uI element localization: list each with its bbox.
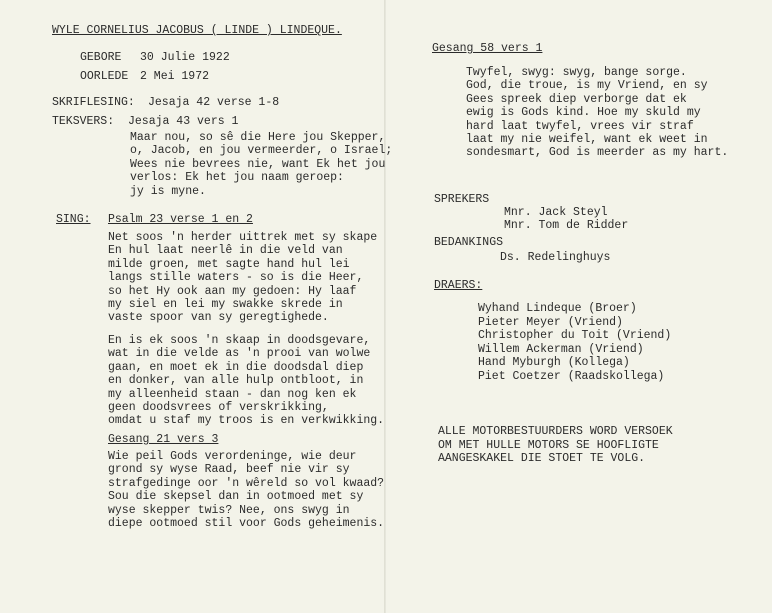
- text-verse-line: Wees nie bevrees nie, want Ek het jou: [130, 157, 386, 171]
- hymn-line: sondesmart, God is meerder as my hart.: [466, 146, 729, 160]
- psalm-line: geen doodsvrees of verskrikking,: [108, 401, 329, 415]
- reading-label: SKRIFLESING:: [52, 96, 135, 109]
- psalm-stanza-1: [108, 231, 377, 325]
- hymn-21-title: Gesang 21 vers 3: [108, 433, 219, 446]
- text-verse: [130, 131, 392, 198]
- psalm-line: milde groen, met sagte hand hul lei: [108, 257, 350, 271]
- died-label: OORLEDE: [80, 70, 129, 83]
- text-verse-line: o, Jacob, en jou vermeerder, o Israel;: [130, 144, 393, 158]
- psalm-line: Net soos 'n herder uittrek met sy skape: [108, 231, 378, 244]
- page-fold: [384, 0, 386, 613]
- psalm-line: langs stille waters - so is die Heer,: [108, 271, 364, 285]
- bearer-name: Wyhand Lindeque (Broer): [478, 302, 637, 315]
- psalm-line: en donker, van alle hulp ontbloot, in: [108, 374, 364, 388]
- bearers-list: [478, 302, 671, 384]
- hymn-line: diepe ootmoed stil voor Gods geheimenis.: [108, 517, 385, 531]
- bearers-label: DRAERS:: [434, 279, 483, 292]
- bearer-name: Hand Myburgh (Kollega): [478, 356, 630, 370]
- speakers-label: SPREKERS: [434, 193, 490, 206]
- text-reference: Jesaja 43 vers 1: [128, 115, 239, 128]
- born-label: GEBORE: [80, 51, 122, 64]
- sing-label: SING:: [56, 213, 91, 226]
- born-date: 30 Julie 1922: [140, 51, 230, 64]
- text-verse-line: verlos: Ek het jou naam geroep:: [130, 171, 344, 185]
- hymn-line: strafgedinge oor 'n wêreld so vol kwaad?: [108, 476, 385, 490]
- hymn-line: ewig is Gods kind. Hoe my skuld my: [466, 106, 701, 120]
- psalm-line: En hul laat neerlê in die veld van: [108, 244, 343, 258]
- bearer-name: Pieter Meyer (Vriend): [478, 315, 623, 329]
- hymn-line: Twyfel, swyg: swyg, bange sorge.: [466, 66, 687, 79]
- notice-line: ALLE MOTORBESTUURDERS WORD VERSOEK: [438, 425, 673, 438]
- thanks-name: Ds. Redelinghuys: [500, 251, 611, 264]
- bearer-name: Piet Coetzer (Raadskollega): [478, 369, 665, 383]
- psalm-line: my alleenheid staan - dan nog ken ek: [108, 387, 357, 401]
- hymn-line: laat my nie weifel, want ek weet in: [466, 133, 708, 147]
- text-verse-line: jy is myne.: [130, 184, 206, 198]
- psalm-title: Psalm 23 verse 1 en 2: [108, 213, 253, 226]
- hymn-line: hard laat twyfel, vrees vir straf: [466, 119, 694, 133]
- hymn-21-verse: [108, 450, 384, 530]
- reading-reference: Jesaja 42 verse 1-8: [148, 96, 280, 109]
- text-label: TEKSVERS:: [52, 115, 115, 128]
- speaker-name: Mnr. Tom de Ridder: [504, 219, 629, 232]
- hymn-line: Gees spreek diep verborge dat ek: [466, 92, 687, 106]
- hymn-line: Sou die skepsel dan in ootmoed met sy: [108, 490, 364, 504]
- psalm-line: omdat u staf my troos is en verkwikking.: [108, 414, 385, 428]
- bearer-name: Christopher du Toit (Vriend): [478, 329, 672, 343]
- hymn-58-title: Gesang 58 vers 1: [432, 42, 543, 55]
- psalm-stanza-2: [108, 334, 384, 428]
- hymn-line: God, die troue, is my Vriend, en sy: [466, 79, 708, 93]
- drivers-notice: [438, 425, 673, 466]
- thanks-label: BEDANKINGS: [434, 236, 504, 249]
- psalm-line: vaste spoor van sy geregtighede.: [108, 311, 329, 325]
- psalm-line: my siel en lei my swakke skrede in: [108, 298, 343, 312]
- deceased-title: WYLE CORNELIUS JACOBUS ( LINDE ) LINDEQUE.: [52, 24, 342, 37]
- psalm-line: gaan, en moet ek in die doodsdal diep: [108, 360, 364, 374]
- psalm-line: wat in die velde as 'n prooi van wolwe: [108, 347, 371, 361]
- hymn-58-verse: [466, 66, 728, 160]
- psalm-line: En is ek soos 'n skaap in doodsgevare,: [108, 334, 371, 347]
- notice-line: AANGESKAKEL DIE STOET TE VOLG.: [438, 452, 646, 466]
- hymn-line: wyse skepper twis? Nee, ons swyg in: [108, 503, 350, 517]
- speaker-name: Mnr. Jack Steyl: [504, 206, 608, 219]
- text-verse-line: Maar nou, so sê die Here jou Skepper,: [130, 131, 386, 144]
- psalm-line: so het Hy ook aan my gedoen: Hy laaf: [108, 284, 357, 298]
- bearer-name: Willem Ackerman (Vriend): [478, 342, 644, 356]
- notice-line: OM MET HULLE MOTORS SE HOOFLIGTE: [438, 438, 659, 452]
- hymn-line: Wie peil Gods verordeninge, wie deur: [108, 450, 357, 463]
- hymn-line: grond sy wyse Raad, beef nie vir sy: [108, 463, 350, 477]
- died-date: 2 Mei 1972: [140, 70, 210, 83]
